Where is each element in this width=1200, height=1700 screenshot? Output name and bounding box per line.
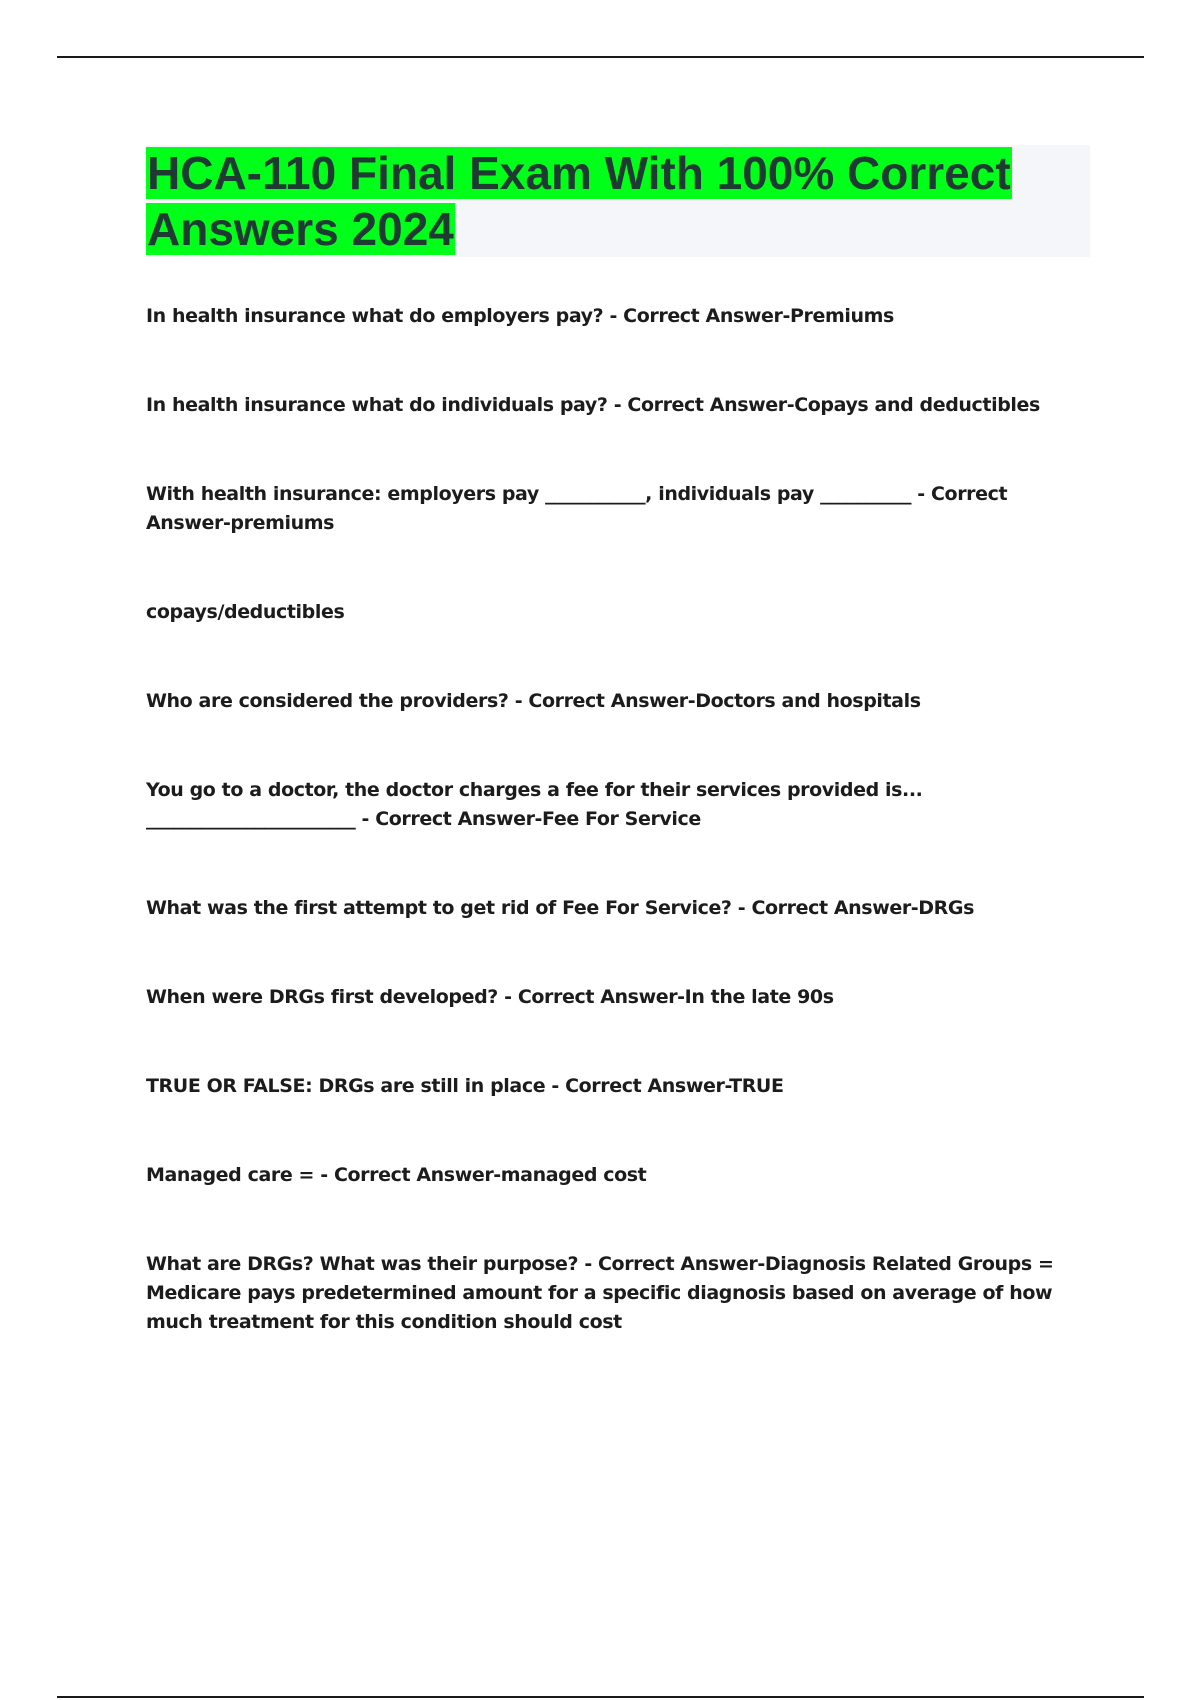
- qa-list: [146, 302, 1090, 1337]
- qa-item-2: In health insurance what do individuals pay? - Correct Answer-Copays and deductibles: [146, 394, 1040, 416]
- title-block: [146, 145, 1090, 257]
- qa-item-8: TRUE OR FALSE: DRGs are still in place - Correct Answer-TRUE: [146, 1075, 784, 1097]
- top-rule: [57, 56, 1144, 58]
- qa-item-6: What was the first attempt to get rid of Fee For Service? - Correct Answer-DRGs: [146, 897, 974, 919]
- page-title: [146, 145, 1090, 257]
- qa-item-5: You go to a doctor, the doctor charges a fee for their services provided is... _______________________ - Correct Answer-Fee For Service: [146, 779, 923, 830]
- qa-item-1: In health insurance what do employers pay? - Correct Answer-Premiums: [146, 305, 894, 327]
- qa-item-4: Who are considered the providers? - Correct Answer-Doctors and hospitals: [146, 690, 921, 712]
- bottom-rule: [57, 1696, 1144, 1698]
- qa-item-7: When were DRGs first developed? - Correct Answer-In the late 90s: [146, 986, 834, 1008]
- qa-item-3: With health insurance: employers pay ___________, individuals pay __________ - Correct Answer-premiums: [146, 483, 1008, 534]
- title-line-1: HCA-110 Final Exam With 100% Correct: [147, 147, 1011, 199]
- qa-item-9: Managed care = - Correct Answer-managed cost: [146, 1164, 647, 1186]
- qa-item-3-continued: copays/deductibles: [146, 601, 345, 623]
- title-line-2: Answers 2024: [147, 203, 454, 255]
- qa-item-10: What are DRGs? What was their purpose? - Correct Answer-Diagnosis Related Groups = Medicare pays predetermined amount for a specific diagnosis based on average of how much treatment for this condition should cost: [146, 1253, 1054, 1333]
